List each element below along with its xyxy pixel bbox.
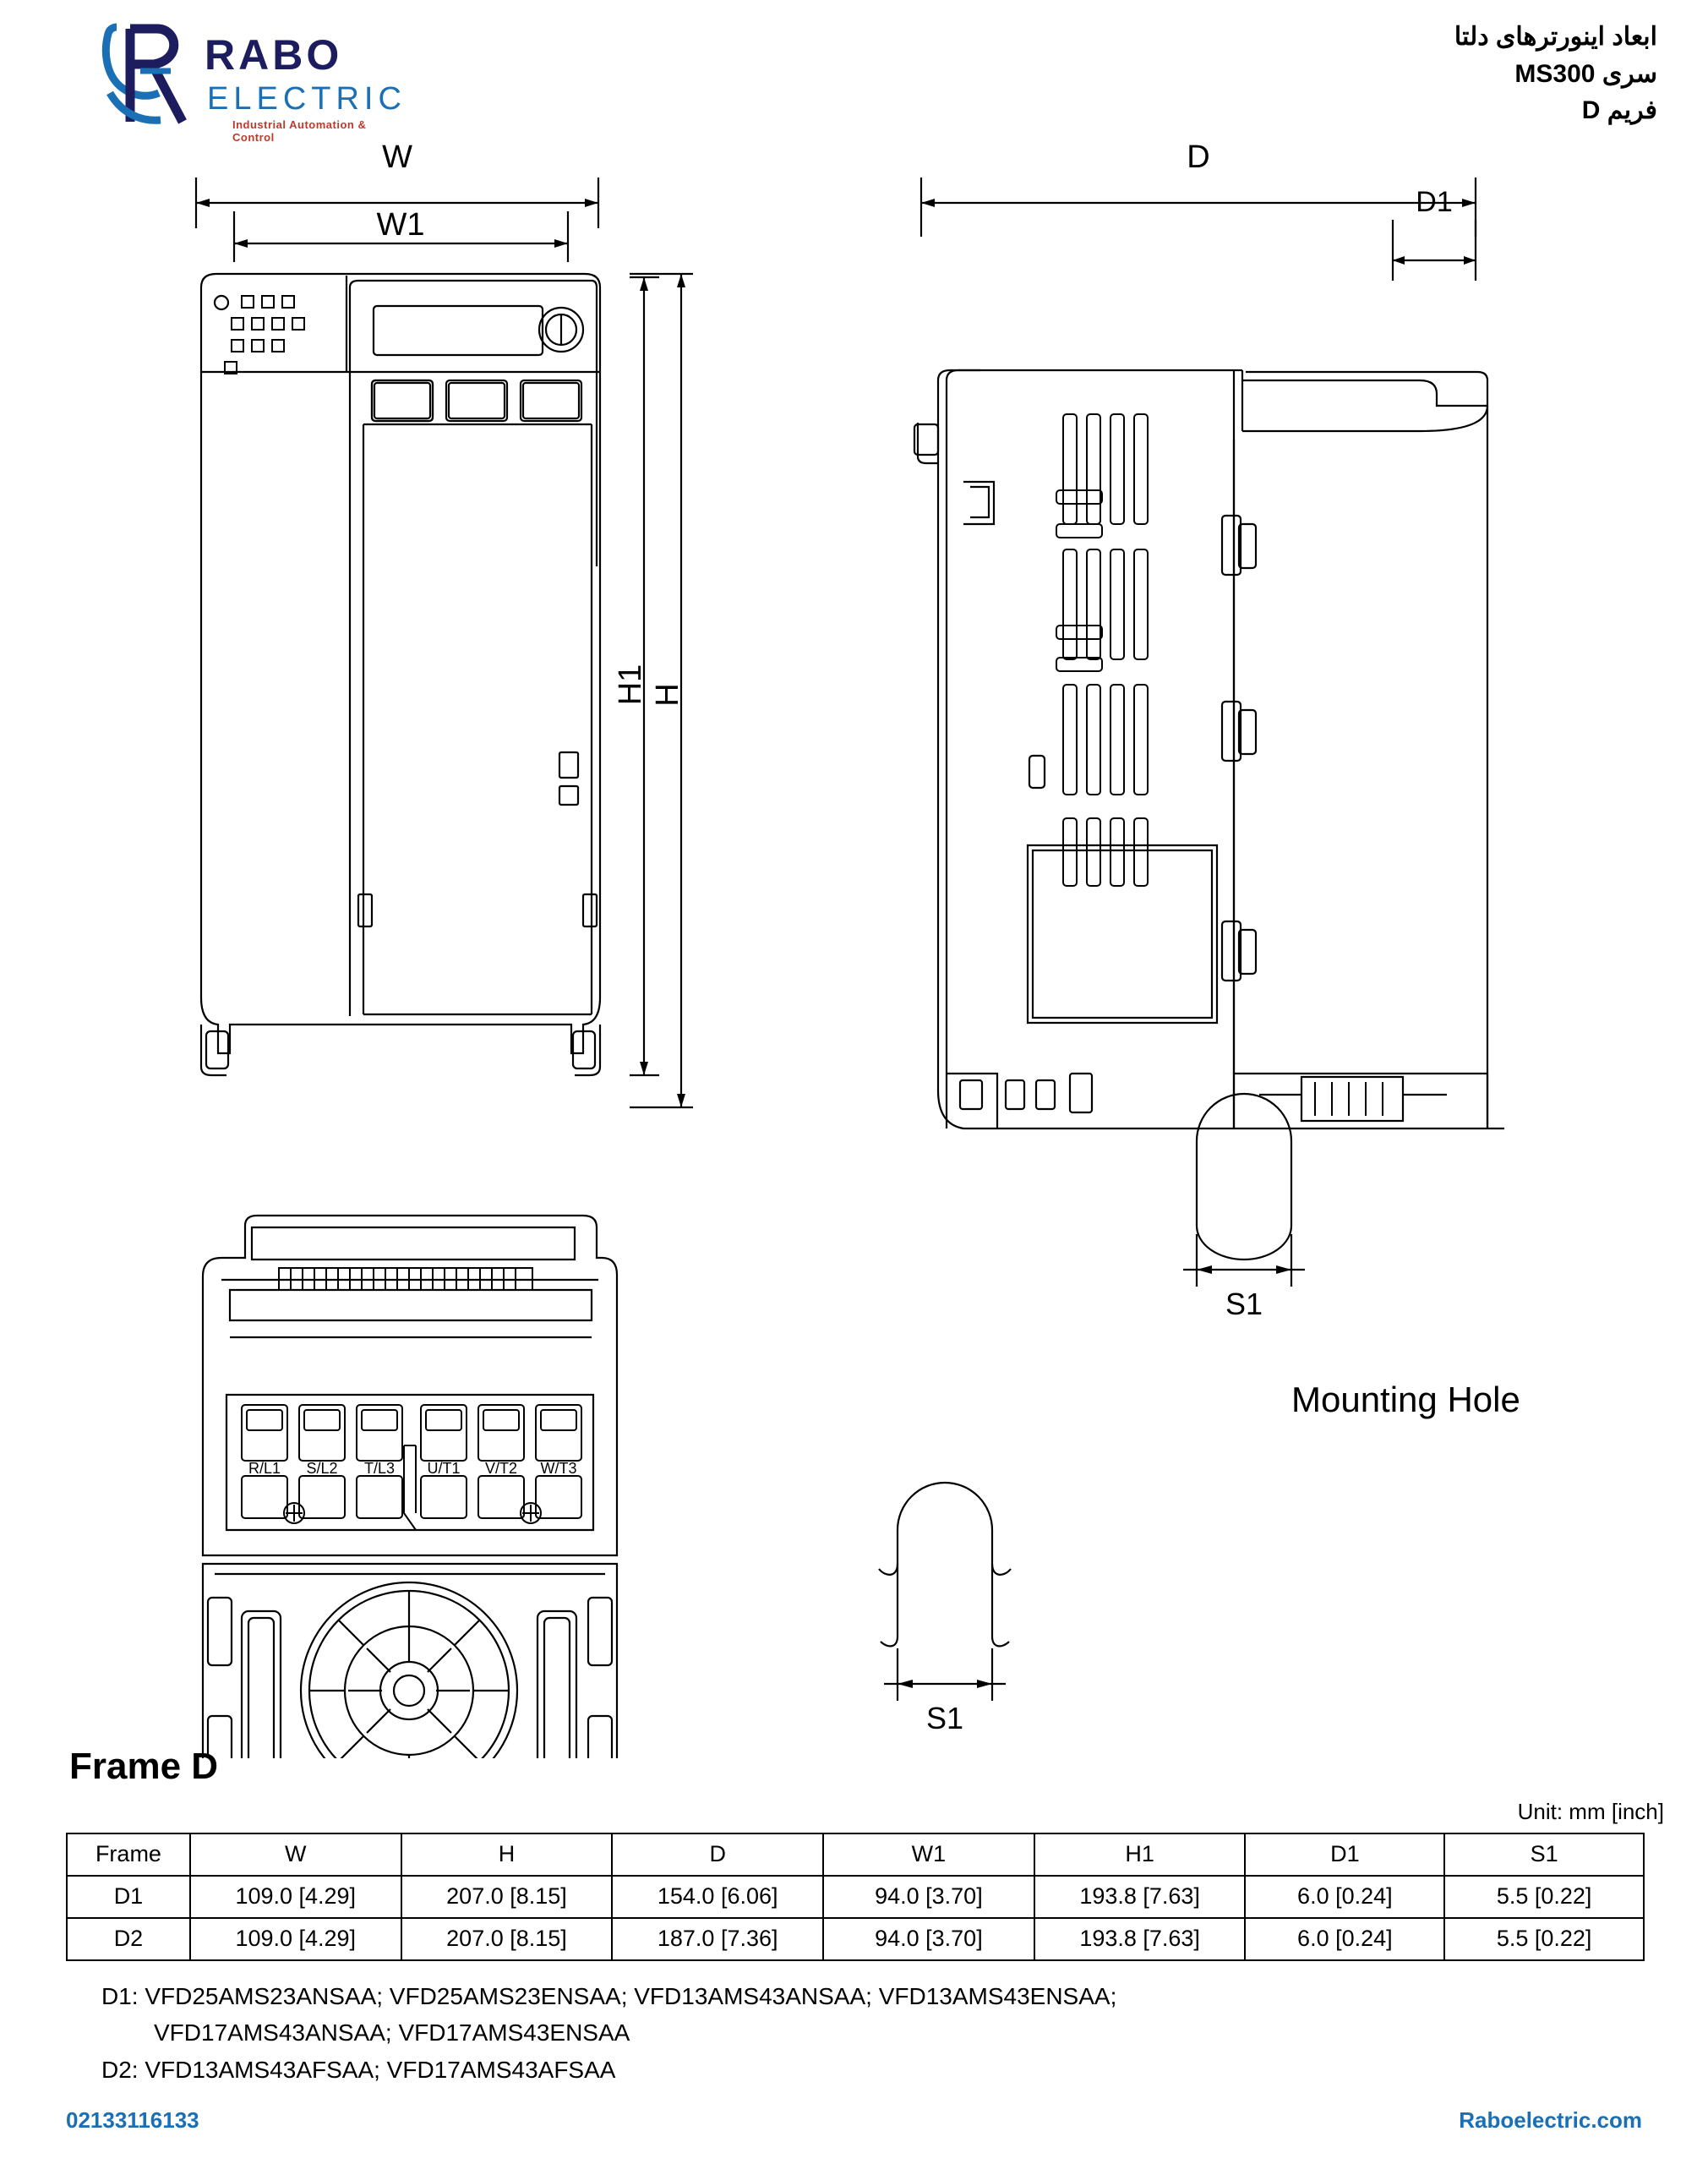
col-h: H [401, 1833, 613, 1876]
terminal-labels [248, 1460, 577, 1477]
brand-name: RABO [205, 31, 343, 79]
terminal-label-s-l2: S/L2 [306, 1460, 338, 1477]
brand-subname: ELECTRIC [207, 81, 407, 117]
mounting-hole-detail [879, 1094, 1305, 1701]
page-title-line3: فریم D [1581, 96, 1657, 124]
cell-h1: 193.8 [7.63] [1034, 1876, 1246, 1918]
technical-drawings [0, 127, 1708, 1758]
terminal-label-u-t1: U/T1 [427, 1460, 461, 1477]
cell-d1: 6.0 [0.24] [1245, 1918, 1444, 1960]
terminal-label-t-l3: T/L3 [363, 1460, 396, 1477]
dim-label-w: W [382, 139, 412, 175]
model-notes [101, 1978, 1116, 2088]
dim-label-s1-bottom: S1 [925, 1701, 964, 1735]
table-row [67, 1918, 1644, 1960]
page-title-line2: سری MS300 [1514, 59, 1657, 88]
cell-w: 109.0 [4.29] [190, 1918, 401, 1960]
note-line-1: D1: VFD25AMS23ANSAA; VFD25AMS23ENSAA; VFD13AMS43ANSAA; VFD13AMS43ENSAA; [101, 1983, 1117, 2009]
cell-w1: 94.0 [3.70] [823, 1918, 1034, 1960]
bottom-view-drawing [203, 1216, 617, 1758]
note-line-3: D2: VFD13AMS43AFSAA; VFD17AMS43AFSAA [101, 2056, 616, 2083]
terminal-label-r-l1: R/L1 [248, 1460, 281, 1477]
footer-website[interactable]: Raboelectric.com [1459, 2107, 1642, 2133]
cell-h: 207.0 [8.15] [401, 1876, 613, 1918]
dim-label-s1-top: S1 [1225, 1287, 1263, 1321]
cell-frame: D2 [67, 1918, 190, 1960]
side-view-drawing [914, 178, 1504, 1128]
dim-label-h1: H1 [613, 664, 648, 706]
cell-d: 187.0 [7.36] [612, 1918, 823, 1960]
dim-label-h: H [650, 683, 685, 707]
unit-label: Unit: mm [inch] [1517, 1799, 1664, 1824]
cell-s1: 5.5 [0.22] [1444, 1876, 1644, 1918]
terminal-label-v-t2: V/T2 [484, 1460, 518, 1477]
table-header-row [67, 1833, 1644, 1876]
front-view-drawing [196, 178, 693, 1107]
cell-h1: 193.8 [7.63] [1034, 1918, 1246, 1960]
mounting-hole-label: Mounting Hole [1291, 1380, 1520, 1419]
cell-d1: 6.0 [0.24] [1245, 1876, 1444, 1918]
note-line-2: VFD17AMS43ANSAA; VFD17AMS43ENSAA [154, 2019, 630, 2047]
col-h1: H1 [1034, 1833, 1246, 1876]
table-row [67, 1876, 1644, 1918]
cell-w1: 94.0 [3.70] [823, 1876, 1034, 1918]
cell-w: 109.0 [4.29] [190, 1876, 401, 1918]
col-frame: Frame [67, 1833, 190, 1876]
dim-label-d: D [1187, 139, 1210, 175]
brand-tagline: Industrial Automation & Control [232, 118, 367, 144]
col-d1: D1 [1245, 1833, 1444, 1876]
cell-frame: D1 [67, 1876, 190, 1918]
dimensions-table [66, 1833, 1645, 1961]
dim-label-w1: W1 [376, 207, 425, 243]
dim-label-d1: D1 [1416, 186, 1453, 218]
footer-phone: 02133116133 [66, 2107, 199, 2133]
brand-logo [59, 15, 407, 144]
col-w1: W1 [823, 1833, 1034, 1876]
cell-s1: 5.5 [0.22] [1444, 1918, 1644, 1960]
col-s1: S1 [1444, 1833, 1644, 1876]
page-title-line1: ابعاد اینورترهای دلتا [1454, 23, 1657, 51]
col-w: W [190, 1833, 401, 1876]
col-d: D [612, 1833, 823, 1876]
page-title [1454, 19, 1657, 129]
frame-section-title: Frame D [69, 1746, 219, 1787]
cell-h: 207.0 [8.15] [401, 1918, 613, 1960]
terminal-label-w-t3: W/T3 [540, 1460, 577, 1477]
cell-d: 154.0 [6.06] [612, 1876, 823, 1918]
